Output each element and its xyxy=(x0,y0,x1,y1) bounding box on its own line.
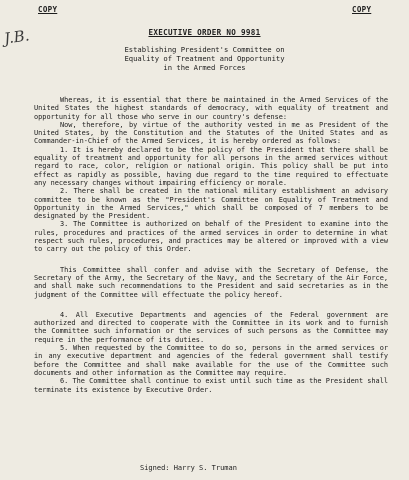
order-body xyxy=(34,96,388,394)
paragraph-section-2: 2. There shall be created in the national military establishment an advisory committee to be known as the "President's Committee on Equality of Treatment and Opportunity in the Armed Services," which shall be composed of 7 members to be designated by the President. xyxy=(34,187,388,221)
paragraph-section-6: 6. The Committee shall continue to exist until such time as the President shall terminate its existence by Executive Order. xyxy=(34,377,388,394)
paragraph-section-4: 4. All Executive Departments and agencies of the Federal government are authorized and directed to cooperate with the Committee in its work and to furnish the Committee such information or the services of such persons as the Committee may require in the performance of its duties. xyxy=(34,310,388,344)
copy-label-left: COPY xyxy=(38,5,58,14)
signature-line: Signed: Harry S. Truman xyxy=(140,464,237,472)
order-subtitle xyxy=(0,45,409,72)
paragraph-committee-confer: This Committee shall confer and advise with the Secretary of Defense, the Secretary of the Army, the Secretary of the Navy, and the Secretary of the Air Force, and shall make such recommendations to the President and said secretaries as in the judgment of the Committee will effectuate the policy hereof. xyxy=(34,265,388,299)
subtitle-line: in the Armed Forces xyxy=(163,63,246,72)
order-title: EXECUTIVE ORDER NO 9981 xyxy=(148,28,261,37)
copy-label-right: COPY xyxy=(352,5,372,14)
paragraph-whereas: Whereas, it is essential that there be maintained in the Armed Services of the United States the highest standards of democracy, with equality of treatment and opportunity for all those who serve in our country's defense: xyxy=(34,96,388,121)
paragraph-now-therefore: Now, therefore, by virtue of the authority vested in me as President of the United States, by the Constitution and the Statutes of the United States and as Commander-in-Chief of the Armed Services, it is hereby ordered as follows: xyxy=(34,120,388,146)
subtitle-line: Establishing President's Committee on xyxy=(124,45,285,54)
subtitle-line: Equality of Treatment and Opportunity xyxy=(124,54,285,63)
paragraph-section-5: 5. When requested by the Committee to do so, persons in the armed services or in any executive department and agencies of the federal government shall testify before the Committee and shall make available for the use of the Committee such documents and other information as the Committee may require. xyxy=(34,344,388,377)
paragraph-section-1: 1. It is hereby declared to be the policy of the President that there shall be equality of treatment and opportunity for all persons in the armed services without regard to race, color, religion or national origin. This policy shall be put into effect as rapidly as possible, having due regard to the time required to effectuate any necessary changes without impairing efficiency or morale. xyxy=(34,145,388,187)
paragraph-section-3: 3. The Committee is authorized on behalf of the President to examine into the rules, procedures and practices of the armed services in order to determine in what respect such rules, procedures, and practices may be altered or improved with a view to carry out the policy of this Order. xyxy=(34,220,388,254)
handwritten-initials: J.B. xyxy=(2,26,31,48)
